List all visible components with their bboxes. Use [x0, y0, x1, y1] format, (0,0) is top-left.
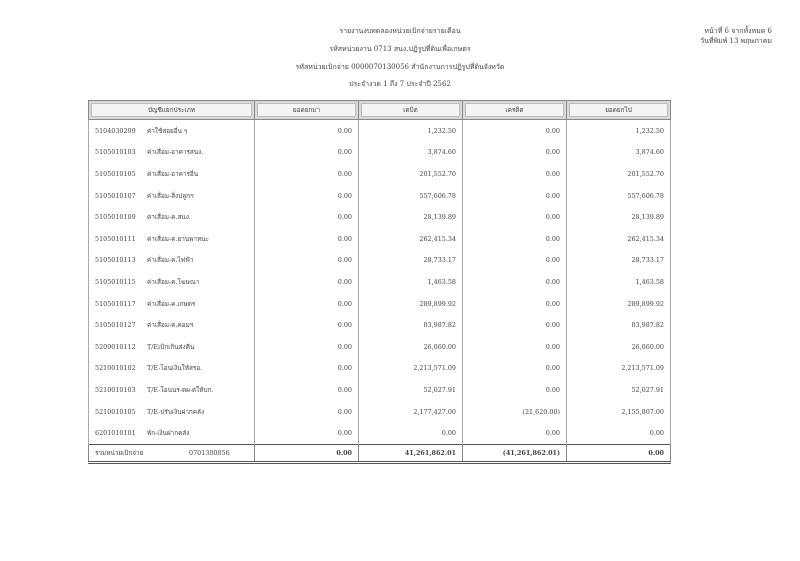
account-cell [89, 120, 255, 142]
debit-cell: 2,177,427.00 [359, 401, 463, 423]
account-code: 5105010127 [95, 321, 136, 330]
account-name: T/E-โอนเงินให้สรอ. [147, 364, 203, 373]
debit-cell: 0.00 [359, 422, 463, 444]
carried-forward-cell: 201,552.70 [567, 163, 671, 185]
column-header-credit: เครดิต [463, 101, 567, 120]
credit-cell: 0.00 [463, 358, 567, 380]
debit-cell: 83,987.82 [359, 314, 463, 336]
total-label: รวมหน่วยเบิกจ่าย [95, 448, 144, 457]
brought-forward-cell: 0.00 [255, 293, 359, 315]
credit-cell: 0.00 [463, 336, 567, 358]
table-row [89, 185, 671, 207]
total-credit: (41,261,862.01) [463, 444, 567, 462]
table-row [89, 250, 671, 272]
account-name: T/Eเบิกเกินส่งคืน [147, 342, 195, 351]
brought-forward-cell: 0.00 [255, 422, 359, 444]
table-row [89, 271, 671, 293]
brought-forward-cell: 0.00 [255, 185, 359, 207]
account-name: ค่าเสื่อม-ค.คอมฯ [147, 321, 194, 330]
column-header-account: บัญชีแยกประเภท [89, 101, 255, 120]
account-name: ค่าใช้สอยอื่น ๆ [147, 126, 188, 135]
account-name: T/E-โอนนร-ตผ-ตให้บก. [147, 385, 214, 394]
credit-cell: 0.00 [463, 185, 567, 207]
carried-forward-cell: 83,987.82 [567, 314, 671, 336]
carried-forward-cell: 2,155,807.00 [567, 401, 671, 423]
trial-balance-table [88, 100, 671, 464]
account-name: พัก-เงินฝากคลัง [147, 429, 190, 438]
account-code: 5105010105 [95, 169, 136, 178]
report-title: รายงานงบทดลองหน่วยเบิกจ่ายรายเดือน [339, 27, 461, 35]
print-date: วันที่พิมพ์ 13 พฤษภาคม [700, 37, 772, 45]
credit-cell: 0.00 [463, 250, 567, 272]
table-row [89, 314, 671, 336]
brought-forward-cell: 0.00 [255, 206, 359, 228]
brought-forward-cell: 0.00 [255, 120, 359, 142]
debit-cell: 2,213,571.09 [359, 358, 463, 380]
account-name: ค่าเสื่อม-อาคารสนง. [147, 148, 204, 157]
account-cell [89, 401, 255, 423]
account-name: ค่าเสื่อม-สิ่งปลูกฯ [147, 191, 194, 200]
table-row [89, 206, 671, 228]
debit-cell: 1,463.58 [359, 271, 463, 293]
trial-balance-table-container [88, 100, 670, 464]
page-number: หน้าที่ 6 จากทั้งหมด 6 [704, 27, 772, 35]
account-code: 5105010117 [95, 299, 136, 308]
account-cell [89, 358, 255, 380]
table-row [89, 293, 671, 315]
total-carried-forward: 0.00 [567, 444, 671, 462]
account-code: 5105010109 [95, 213, 136, 222]
carried-forward-cell: 52,027.91 [567, 379, 671, 401]
debit-cell: 3,874.60 [359, 142, 463, 164]
table-row [89, 401, 671, 423]
credit-cell: 0.00 [463, 120, 567, 142]
debit-cell: 201,552.70 [359, 163, 463, 185]
account-name: ค่าเสื่อม-ค.ไฟฟ้า [147, 256, 194, 265]
account-cell [89, 379, 255, 401]
total-unit-code: 0701300056 [189, 448, 230, 457]
account-name: ค่าเสื่อม-ค.สนง. [147, 213, 191, 222]
account-code: 5105010113 [95, 256, 136, 265]
credit-cell: 0.00 [463, 379, 567, 401]
credit-cell: 0.00 [463, 142, 567, 164]
brought-forward-cell: 0.00 [255, 336, 359, 358]
account-code: 5105010111 [95, 234, 136, 243]
account-name: ค่าเสื่อม-อาคารอื่น [147, 169, 199, 178]
brought-forward-cell: 0.00 [255, 379, 359, 401]
carried-forward-cell: 28,733.17 [567, 250, 671, 272]
account-code: 5105010107 [95, 191, 136, 200]
disbursing-unit-line: รหัสหน่วยเบิกจ่าย 0000070130056 สำนักงานการปฏิรูปที่ดินจังหวัด [295, 63, 505, 71]
account-cell [89, 206, 255, 228]
table-row [89, 358, 671, 380]
account-cell [89, 163, 255, 185]
credit-cell: 0.00 [463, 228, 567, 250]
account-cell [89, 422, 255, 444]
account-cell [89, 271, 255, 293]
brought-forward-cell: 0.00 [255, 314, 359, 336]
column-header-brought-forward: ยอดยกมา [255, 101, 359, 120]
table-row [89, 422, 671, 444]
carried-forward-cell: 1,232.50 [567, 120, 671, 142]
table-row [89, 120, 671, 142]
credit-cell: 0.00 [463, 293, 567, 315]
total-label-cell [89, 444, 255, 462]
column-header-debit: เดบิต [359, 101, 463, 120]
debit-cell: 262,415.34 [359, 228, 463, 250]
account-cell [89, 250, 255, 272]
table-row [89, 142, 671, 164]
account-name: ค่าเสื่อม-ค.เกษตร [147, 299, 196, 308]
account-code: 5105010103 [95, 148, 136, 157]
credit-cell: 0.00 [463, 422, 567, 444]
total-row [89, 444, 671, 462]
account-name: ค่าเสื่อม-ค.ยานพาหนะ [147, 234, 209, 243]
brought-forward-cell: 0.00 [255, 163, 359, 185]
brought-forward-cell: 0.00 [255, 271, 359, 293]
debit-cell: 289,899.92 [359, 293, 463, 315]
credit-cell: (21,620.00) [463, 401, 567, 423]
account-code: 5209010112 [95, 342, 136, 351]
credit-cell: 0.00 [463, 271, 567, 293]
account-code: 5210010102 [95, 364, 136, 373]
debit-cell: 26,060.00 [359, 336, 463, 358]
account-cell [89, 228, 255, 250]
period-line: ประจำงวด 1 ถึง 7 ประจำปี 2562 [349, 80, 451, 88]
account-cell [89, 142, 255, 164]
account-name: T/E-ปรับเงินฝากคลัง [147, 407, 205, 416]
account-name: ค่าเสื่อม-ค.โฆษณา [147, 277, 200, 286]
carried-forward-cell: 28,139.89 [567, 206, 671, 228]
debit-cell: 557,606.78 [359, 185, 463, 207]
credit-cell: 0.00 [463, 314, 567, 336]
account-code: 5210010105 [95, 407, 136, 416]
table-row [89, 379, 671, 401]
account-cell [89, 185, 255, 207]
account-cell [89, 293, 255, 315]
credit-cell: 0.00 [463, 206, 567, 228]
carried-forward-cell: 26,060.00 [567, 336, 671, 358]
table-header-row [89, 101, 671, 120]
total-brought-forward: 0.00 [255, 444, 359, 462]
table-row [89, 228, 671, 250]
carried-forward-cell: 1,463.58 [567, 271, 671, 293]
table-row [89, 336, 671, 358]
brought-forward-cell: 0.00 [255, 358, 359, 380]
carried-forward-cell: 0.00 [567, 422, 671, 444]
debit-cell: 28,733.17 [359, 250, 463, 272]
column-header-carried-forward: ยอดยกไป [567, 101, 671, 120]
account-cell [89, 336, 255, 358]
total-debit: 41,261,862.01 [359, 444, 463, 462]
brought-forward-cell: 0.00 [255, 250, 359, 272]
debit-cell: 52,027.91 [359, 379, 463, 401]
brought-forward-cell: 0.00 [255, 228, 359, 250]
account-code: 5105010115 [95, 277, 136, 286]
carried-forward-cell: 289,899.92 [567, 293, 671, 315]
credit-cell: 0.00 [463, 163, 567, 185]
table-row [89, 163, 671, 185]
brought-forward-cell: 0.00 [255, 401, 359, 423]
carried-forward-cell: 557,606.78 [567, 185, 671, 207]
account-code: 5104030299 [95, 126, 136, 135]
carried-forward-cell: 2,213,571.09 [567, 358, 671, 380]
debit-cell: 28,139.89 [359, 206, 463, 228]
carried-forward-cell: 3,874.60 [567, 142, 671, 164]
debit-cell: 1,232.50 [359, 120, 463, 142]
account-code: 5210010103 [95, 385, 136, 394]
carried-forward-cell: 262,415.34 [567, 228, 671, 250]
account-cell [89, 314, 255, 336]
brought-forward-cell: 0.00 [255, 142, 359, 164]
agency-line: รหัสหน่วยงาน 0713 สนง.ปฏิรูปที่ดินเพื่อเกษตร [329, 45, 471, 53]
account-code: 6201010101 [95, 429, 136, 438]
